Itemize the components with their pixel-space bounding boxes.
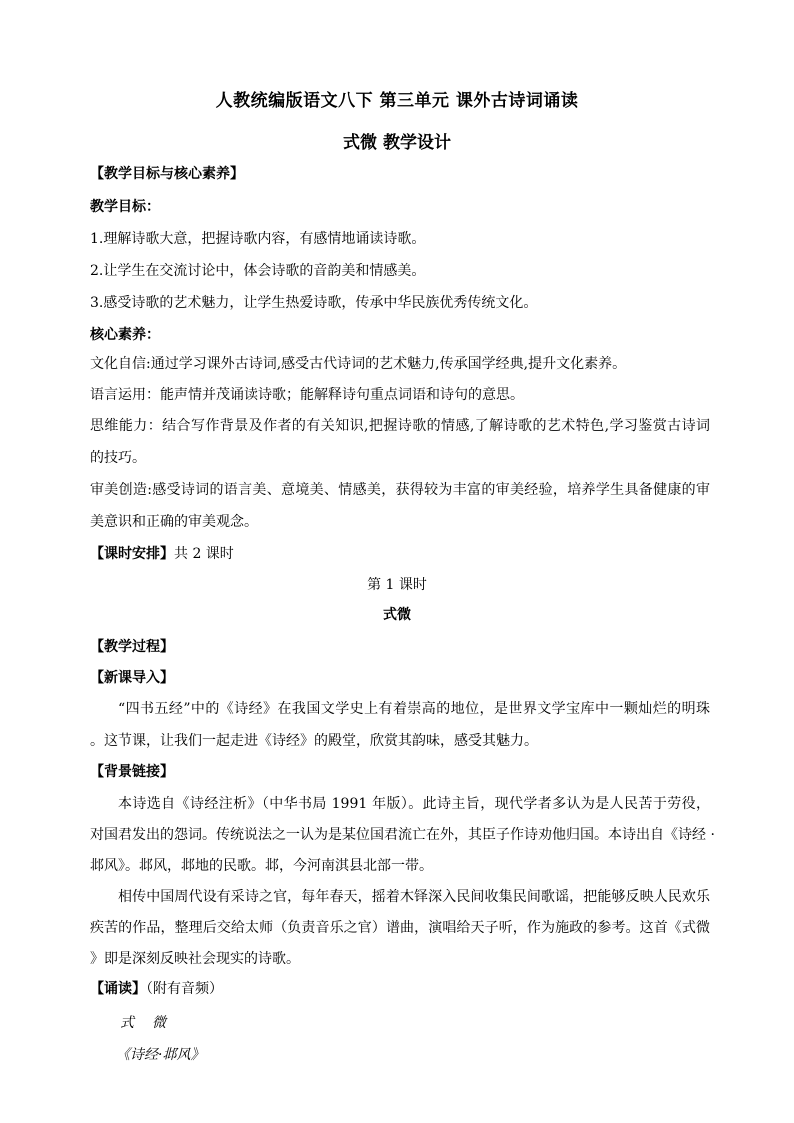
background-line-5: 疾苦的作品，整理后交给太师（负责音乐之官）谱曲，演唱给天子听，作为施政的参考。这首《式微 [90,920,710,936]
goal-item-2: 2.让学生在交流讨论中，体会诗歌的音韵美和情感美。 [90,263,426,279]
section-heading-intro: 【新课导入】 [90,670,174,686]
goal-item-3: 3.感受诗歌的艺术魅力，让学生热爱诗歌，传承中华民族优秀传统文化。 [90,295,538,311]
goal-item-1: 1.理解诗歌大意，把握诗歌内容，有感情地诵读诗歌。 [90,231,426,247]
intro-paragraph-line-2: 。这节课，让我们一起走进《诗经》的殿堂，欣赏其韵味，感受其魅力。 [90,733,538,749]
core-item-aesthetic: 审美创造:感受诗词的语言美、意境美、情感美，获得较为丰富的审美经验，培养学生具备健康的审 [90,482,710,498]
schedule-text: 共 2 课时 [174,546,234,562]
background-line-4: 相传中国周代设有采诗之官，每年春天，摇着木铎深入民间收集民间歌谣，把能够反映人民欢乐 [118,889,710,905]
core-item-aesthetic-cont: 美意识和正确的审美观念。 [90,514,258,530]
background-line-2: 对国君发出的怨词。传统说法之一认为是某位国君流亡在外，其臣子作诗劝他归国。本诗出自《诗经 · [90,827,715,843]
background-line-3: 邶风》。邶风，邶地的民歌。邶，今河南淇县北部一带。 [90,858,433,874]
reading-line [90,979,710,999]
background-line-6: 》即是深刻反映社会现实的诗歌。 [90,951,300,967]
section-heading-background: 【背景链接】 [90,764,174,780]
core-item-culture: 文化自信:通过学习课外古诗词,感受古代诗词的艺术魅力,传承国学经典,提升文化素养。 [90,356,627,372]
section-heading-reading: 【诵读】 [90,981,146,997]
goals-label: 教学目标： [90,199,160,215]
reading-note: （附有音频） [146,981,223,997]
schedule-line [90,544,710,564]
poem-title: 式微 [120,1015,184,1031]
document-subtitle: 式微 教学设计 [343,133,451,153]
schedule-heading: 【课时安排】 [90,546,174,562]
lesson-number: 第 1 课时 [367,577,427,593]
poem-source: 《诗经·邶风》 [116,1047,205,1063]
lesson-title: 式微 [383,607,411,623]
intro-paragraph-line-1: “四书五经”中的《诗经》在我国文学史上有着崇高的地位，是世界文学宝库中一颗灿烂的明珠 [118,701,710,717]
document-title: 人教统编版语文八下 第三单元 课外古诗词诵读 [215,91,579,111]
core-item-thinking-cont: 的技巧。 [90,450,146,466]
core-item-language: 语言运用：能声情并茂诵读诗歌；能解释诗句重点词语和诗句的意思。 [90,387,524,403]
section-heading-goals: 【教学目标与核心素养】 [90,166,244,182]
background-line-1: 本诗选自《诗经注析》（中华书局 1991 年版）。此诗主旨，现代学者多认为是人民苦于劳役， [118,796,710,812]
section-heading-process: 【教学过程】 [90,639,174,655]
core-item-thinking: 思维能力：结合写作背景及作者的有关知识,把握诗歌的情感,了解诗歌的艺术特色,学习鉴赏古诗词 [90,418,710,434]
core-label: 核心素养： [90,327,160,343]
